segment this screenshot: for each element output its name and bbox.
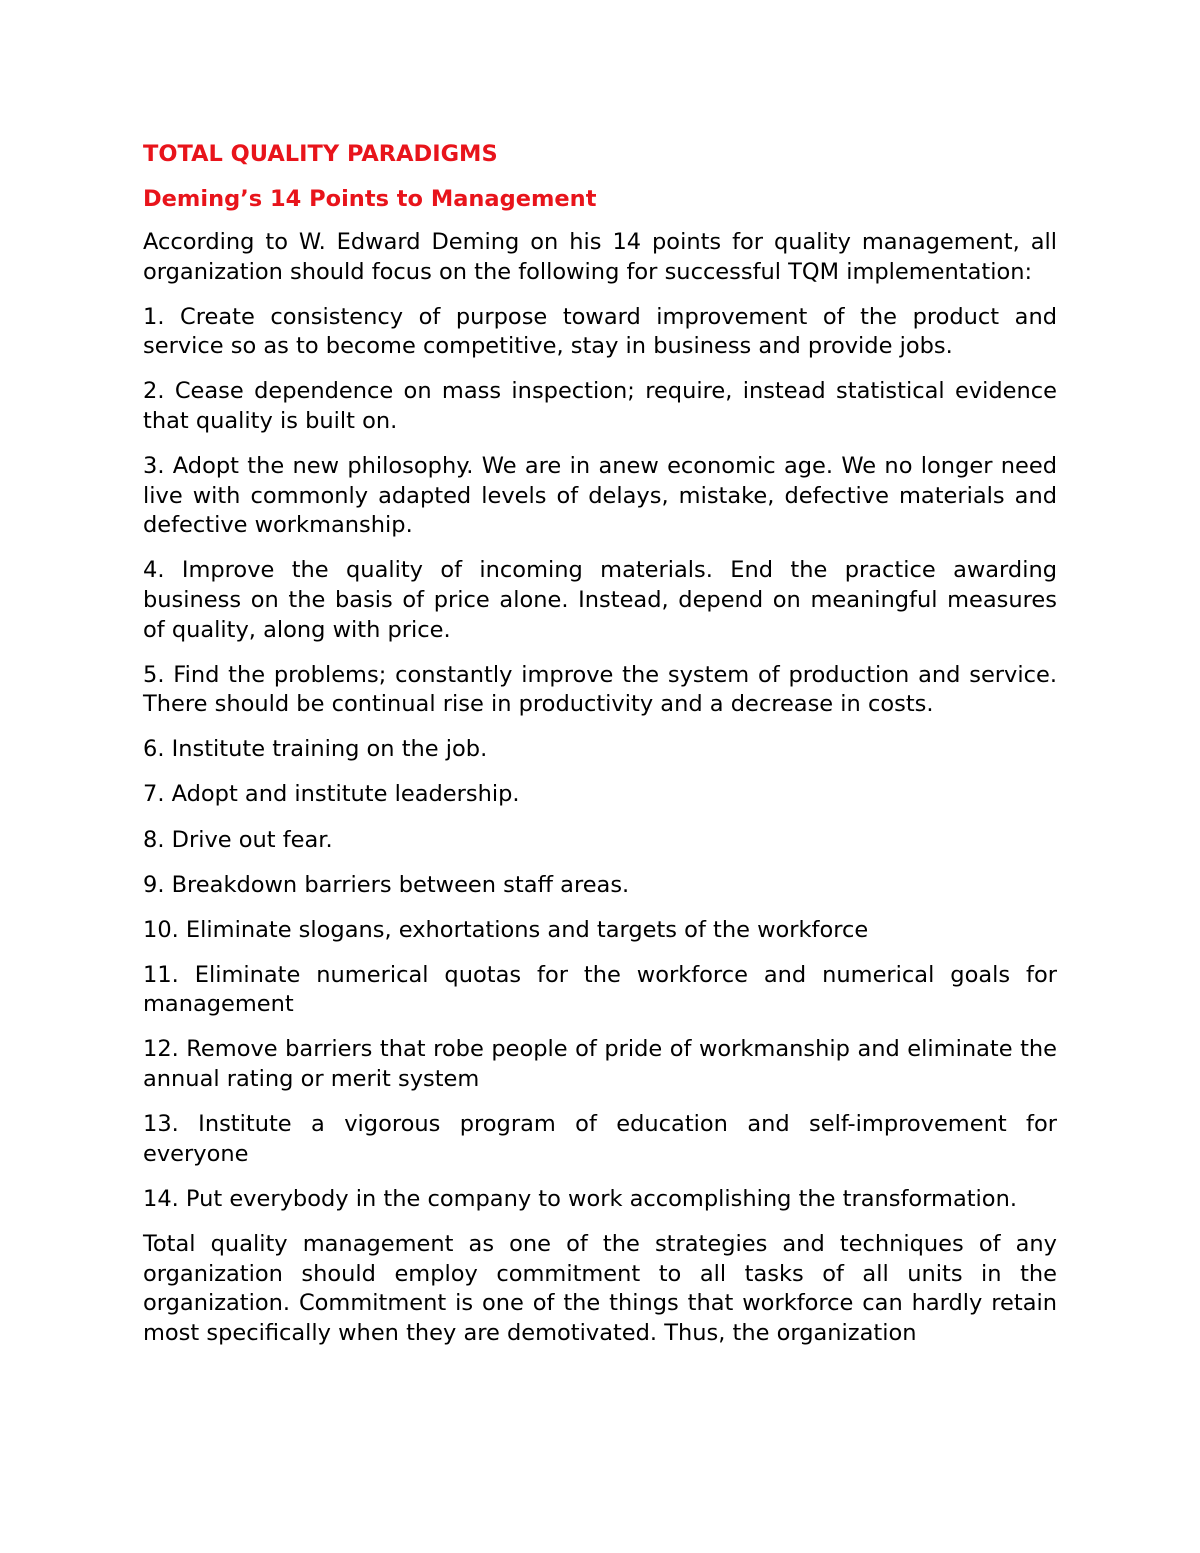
point-2: 2. Cease dependence on mass inspection; require, instead statistical evidence that quality is built on. — [143, 378, 1057, 434]
intro-paragraph: According to W. Edward Deming on his 14 points for quality management, all organization should focus on the following for successful TQM implementation: — [143, 229, 1057, 285]
document-body — [143, 138, 1057, 1348]
point-5: 5. Find the problems; constantly improve the system of production and service. There should be continual rise in productivity and a decrease in costs. — [143, 661, 1057, 718]
point-1: 1. Create consistency of purpose toward improvement of the product and service so as to become competitive, stay in business and provide jobs. — [143, 303, 1057, 360]
point-7: 7. Adopt and institute leadership. — [143, 781, 520, 808]
point-6: 6. Institute training on the job. — [143, 736, 488, 763]
point-13: 13. Institute a vigorous program of education and self-improvement for everyone — [143, 1111, 1057, 1167]
point-11: 11. Eliminate numerical quotas for the workforce and numerical goals for management — [143, 961, 1057, 1018]
point-4: 4. Improve the quality of incoming materials. End the practice awarding business on the basis of price alone. Instead, depend on meaningful measures of quality, along with price. — [143, 557, 1057, 643]
document-title: TOTAL QUALITY PARADIGMS — [143, 141, 498, 167]
closing-paragraph: Total quality management as one of the strategies and techniques of any organization should employ commitment to all tasks of all units in the organization. Commitment is one of the things that workforce can hardly retain most specifically when they are demotivated. Thus, the organization — [143, 1230, 1057, 1346]
point-14: 14. Put everybody in the company to work accomplishing the transformation. — [143, 1185, 1017, 1212]
point-8: 8. Drive out fear. — [143, 826, 333, 853]
point-3: 3. Adopt the new philosophy. We are in anew economic age. We no longer need live with commonly adapted levels of delays, mistake, defective materials and defective workmanship. — [143, 453, 1057, 539]
document-subtitle: Deming’s 14 Points to Management — [143, 186, 597, 212]
point-12: 12. Remove barriers that robe people of pride of workmanship and eliminate the annual rating or merit system — [143, 1036, 1057, 1093]
point-9: 9. Breakdown barriers between staff areas. — [143, 871, 630, 898]
point-10: 10. Eliminate slogans, exhortations and targets of the workforce — [143, 916, 869, 943]
